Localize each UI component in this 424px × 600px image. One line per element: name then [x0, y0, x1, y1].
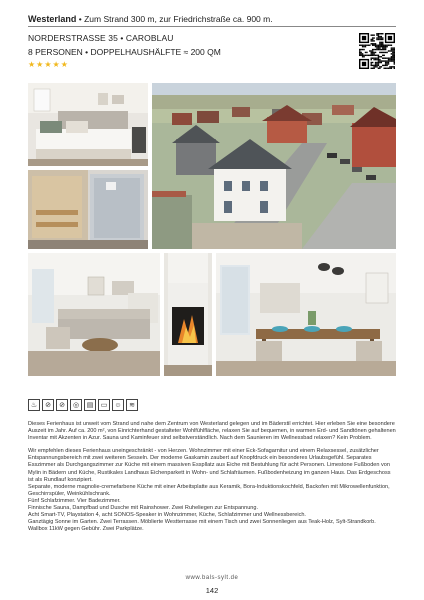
header-line [28, 14, 273, 24]
description-paragraph: Fünf Schlafzimmer. Vier Badezimmer. [28, 497, 121, 504]
tv-icon: ▭ [98, 399, 110, 411]
house-aerial-photo [152, 83, 396, 249]
website-url[interactable]: www.bals-sylt.de [185, 575, 239, 581]
street-address: NORDERSTRASSE 35 • CAROBLAU [28, 33, 174, 43]
fireplace-photo [164, 253, 212, 376]
header-bullet: • [78, 14, 82, 24]
sauna-icon: ♨ [28, 399, 40, 411]
no-pets-icon: ⊘ [56, 399, 68, 411]
header-rule [28, 26, 396, 27]
description-paragraph: Wir empfehlen dieses Ferienhaus uneingeschränkt - von Herzen. Wohnzimmer mit einer Eck-Sofagarnitur und einem Relaxsessel, zusätzlicher Entspannungsbereich mit zwei weiteren Sesseln. Der moderne Gaskamin zaubert auf Knopfdruck ein besonderes Urlaubsgefühl. Separates Esszimmer als Durchgangszimmer zur Küche mit einem massiven Esspllatz aus Eiche mit Bestuhlung für acht Personen. Limestone Fußboden von Mylin in Bädern und Küche, Rustikales Landhaus Eichenparkett in Wohn- und Schlafräumen. Fußbodenheizung im ganzen Haus. Das Erdgeschoss ist als Rundlauf konzipiert. [28, 448, 391, 483]
description [28, 421, 396, 533]
bedroom-photo [28, 83, 148, 166]
location-name: Westerland [28, 14, 77, 24]
capacity-info: 8 PERSONEN • DOPPELHAUSHÄLFTE ≈ 200 QM [28, 47, 221, 57]
description-paragraph: Ganztägig Sonne im Garten. Zwei Terrassen. Möblierte Westterrasse mit einem Tisch und zwei Sonnenliegen aus Teak-Holz, Sylt-Strandkorb. Wallbox 11kW gegen Gebühr. Zwei Parkplätze. [28, 519, 376, 533]
qr-code-icon [359, 33, 395, 69]
sauna-photo [28, 170, 148, 249]
dishwasher-icon: ▤ [84, 399, 96, 411]
no-smoking-icon: ⊘ [42, 399, 54, 411]
wifi-icon: ≋ [126, 399, 138, 411]
description-paragraph: Separate, moderne magnolie-cremefarbene Küche mit einer Arbeitsplatte aus Keramik, Bora-Induktionskochfeld, Backofen mit Mikrowellenfunktion, Geschirrspüler, Weinkühlschrank. [28, 483, 390, 497]
description-paragraph: Acht Smart-TV, Playstation 4, acht SONOS-Speaker in Wohnzimmer, Küche, Schlafzimmer und Wellnessbereich. [28, 512, 306, 519]
distance-info: Zum Strand 300 m, zur Friedrichstraße ca. 900 m. [84, 14, 273, 24]
description-paragraph: Finnische Sauna, Dampfbad und Dusche mit Rainshower. Zwei Ruheliegen zur Entspannung. [28, 505, 259, 512]
star-rating: ★★★★★ [28, 60, 69, 69]
amenity-icons [28, 399, 138, 411]
description-paragraph: Dieses Ferienhaus ist unweit vom Strand und nahe dem Zentrum von Westerland gelegen und im Bäderstil errichtet. Hier erleben Sie eine besondere Auszeit im Jahr. Auf ca. 200 m², von Einrichterhand gestalteter Wohlfühlfläche, relaxen Sie auf bequemen, in warmen Erd- und Sandtönen gehaltenen Inventar mit Akzenten in Azur. Sauna und Kaminfeuer sind selbstverständlich. Nach dem Saunieren im Wellnessbad relaxen? Kein Problem. [28, 421, 396, 442]
living-room-photo [28, 253, 160, 376]
washing-machine-icon: ◎ [70, 399, 82, 411]
page-number: 142 [205, 586, 219, 595]
dining-room-photo [216, 253, 396, 376]
baby-icon: ☺ [112, 399, 124, 411]
